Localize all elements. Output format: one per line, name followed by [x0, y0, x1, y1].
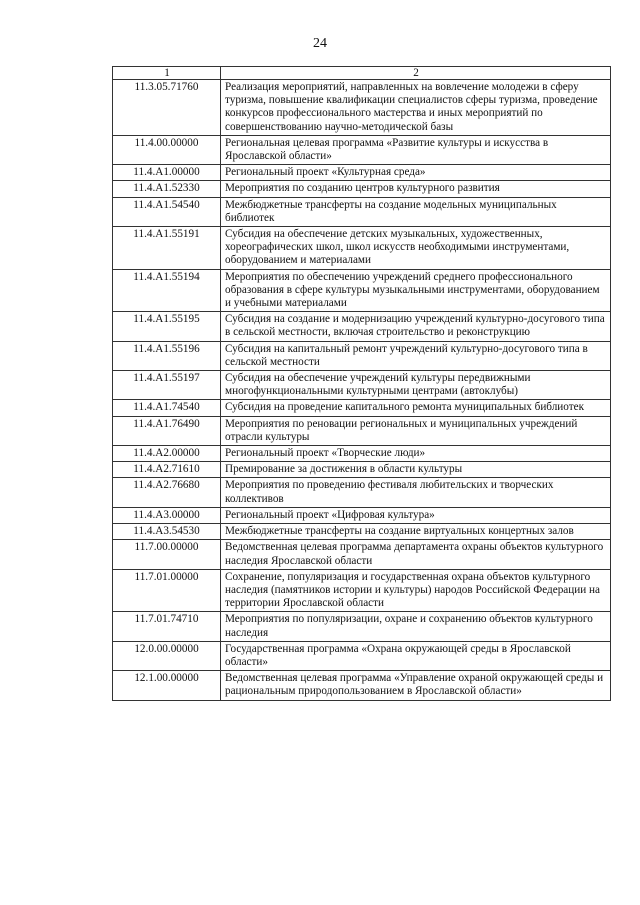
table-row — [113, 478, 611, 507]
row-description: Мероприятия по созданию центров культурного развития — [221, 181, 611, 197]
column-header-code: 1 — [113, 67, 221, 80]
row-code: 11.4.A3.00000 — [113, 507, 221, 523]
table-row — [113, 80, 611, 136]
row-description: Субсидия на проведение капитального ремонта муниципальных библиотек — [221, 400, 611, 416]
row-code: 11.7.01.74710 — [113, 612, 221, 641]
row-code: 11.4.A1.55197 — [113, 371, 221, 400]
row-code: 11.4.A1.52330 — [113, 181, 221, 197]
row-code: 11.4.A1.55191 — [113, 227, 221, 270]
table-row — [113, 641, 611, 670]
row-code: 11.4.A1.00000 — [113, 165, 221, 181]
table-row — [113, 135, 611, 164]
row-code: 12.0.00.00000 — [113, 641, 221, 670]
table-row — [113, 165, 611, 181]
row-description: Ведомственная целевая программа «Управление охраной окружающей среды и рациональным природопользованием в Ярославской области» — [221, 671, 611, 700]
table-row — [113, 312, 611, 341]
row-description: Мероприятия по проведению фестиваля любительских и творческих коллективов — [221, 478, 611, 507]
table-row — [113, 612, 611, 641]
row-description: Региональный проект «Творческие люди» — [221, 446, 611, 462]
row-code: 11.4.A1.74540 — [113, 400, 221, 416]
row-description: Сохранение, популяризация и государственная охрана объектов культурного наследия (памятников истории и культуры) народов Российской Федерации на территории Ярославской области — [221, 569, 611, 612]
row-description: Субсидия на создание и модернизацию учреждений культурно-досугового типа в сельской местности, включая строительство и реконструкцию — [221, 312, 611, 341]
row-code: 11.4.A1.76490 — [113, 416, 221, 445]
row-description: Мероприятия по реновации региональных и муниципальных учреждений отрасли культуры — [221, 416, 611, 445]
row-code: 11.3.05.71760 — [113, 80, 221, 136]
row-code: 11.4.A1.54540 — [113, 197, 221, 226]
table-row — [113, 227, 611, 270]
budget-code-table — [112, 66, 611, 701]
row-description: Межбюджетные трансферты на создание виртуальных концертных залов — [221, 524, 611, 540]
row-code: 11.7.00.00000 — [113, 540, 221, 569]
table-row — [113, 197, 611, 226]
table-row — [113, 400, 611, 416]
row-description: Субсидия на обеспечение детских музыкальных, художественных, хореографических школ, школ искусств необходимыми инструментами, оборудованием и материалами — [221, 227, 611, 270]
table-row — [113, 269, 611, 312]
table-row — [113, 462, 611, 478]
table-row — [113, 540, 611, 569]
row-description: Региональный проект «Цифровая культура» — [221, 507, 611, 523]
row-code: 12.1.00.00000 — [113, 671, 221, 700]
row-description: Региональная целевая программа «Развитие культуры и искусства в Ярославской области» — [221, 135, 611, 164]
column-header-description: 2 — [221, 67, 611, 80]
row-description: Премирование за достижения в области культуры — [221, 462, 611, 478]
table-row — [113, 446, 611, 462]
table-row — [113, 341, 611, 370]
table-row — [113, 371, 611, 400]
row-code: 11.4.00.00000 — [113, 135, 221, 164]
row-description: Субсидия на капитальный ремонт учреждений культурно-досугового типа в сельской местности — [221, 341, 611, 370]
table-row — [113, 181, 611, 197]
row-code: 11.7.01.00000 — [113, 569, 221, 612]
row-description: Межбюджетные трансферты на создание модельных муниципальных библиотек — [221, 197, 611, 226]
table-row — [113, 569, 611, 612]
row-code: 11.4.A2.00000 — [113, 446, 221, 462]
row-code: 11.4.A1.55196 — [113, 341, 221, 370]
row-code: 11.4.A3.54530 — [113, 524, 221, 540]
row-description: Реализация мероприятий, направленных на вовлечение молодежи в сферу туризма, повышение квалификации специалистов сферы туризма, проведение конкурсов профессионального мастерства и иных мероприятий по совершенствованию научно-методической базы — [221, 80, 611, 136]
table-row — [113, 671, 611, 700]
table-row — [113, 507, 611, 523]
page-number: 24 — [313, 36, 327, 51]
row-description: Региональный проект «Культурная среда» — [221, 165, 611, 181]
table-header-row — [113, 67, 611, 80]
row-description: Ведомственная целевая программа департамента охраны объектов культурного наследия Ярославской области — [221, 540, 611, 569]
row-code: 11.4.A1.55195 — [113, 312, 221, 341]
row-code: 11.4.A2.76680 — [113, 478, 221, 507]
row-description: Субсидия на обеспечение учреждений культуры передвижными многофункциональными культурными центрами (автоклубы) — [221, 371, 611, 400]
row-code: 11.4.A2.71610 — [113, 462, 221, 478]
table-row — [113, 416, 611, 445]
row-code: 11.4.A1.55194 — [113, 269, 221, 312]
row-description: Мероприятия по обеспечению учреждений среднего профессионального образования в сфере культуры музыкальными инструментами, оборудованием и учебными материалами — [221, 269, 611, 312]
row-description: Государственная программа «Охрана окружающей среды в Ярославской области» — [221, 641, 611, 670]
table-row — [113, 524, 611, 540]
row-description: Мероприятия по популяризации, охране и сохранению объектов культурного наследия — [221, 612, 611, 641]
